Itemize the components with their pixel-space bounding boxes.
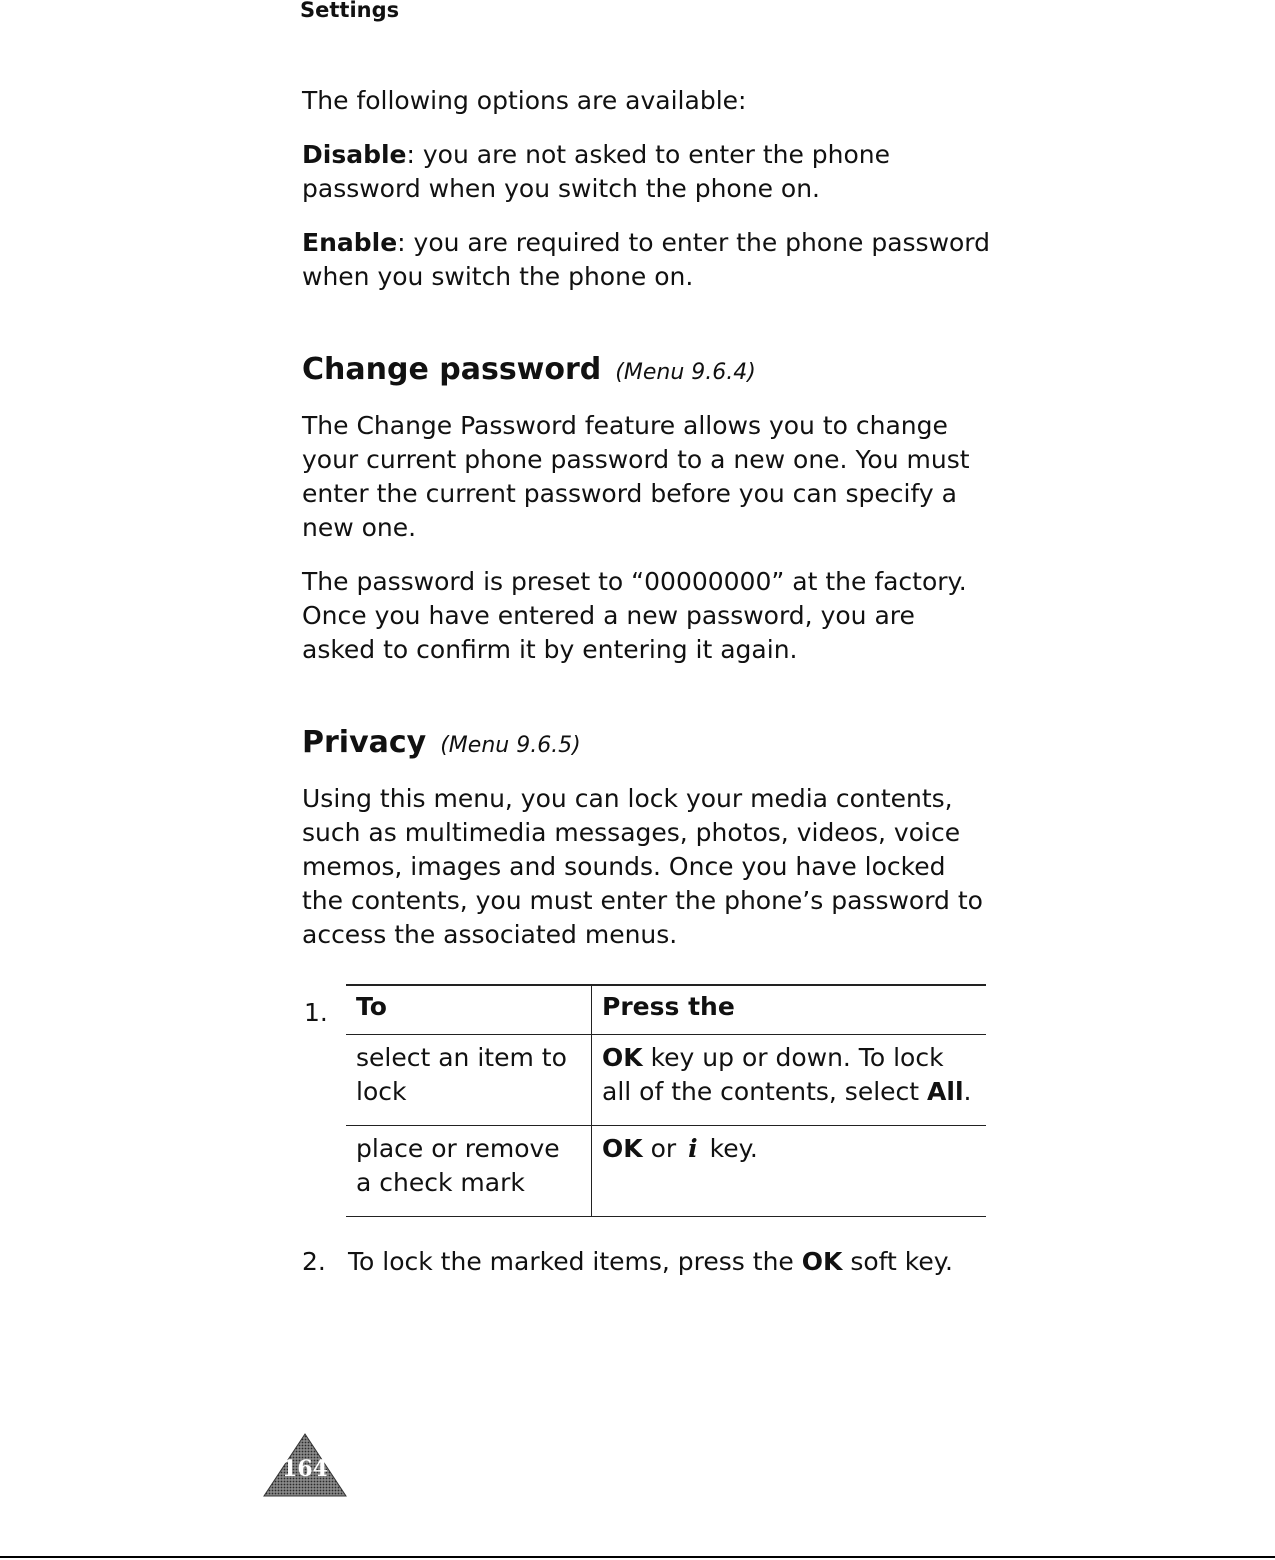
- cell-text: key.: [709, 1134, 758, 1163]
- bottom-rule: [0, 1556, 1275, 1558]
- cell-text: key up or down. To lock all of the contents, select: [602, 1043, 944, 1106]
- step-text-part: To lock the marked items, press the: [348, 1247, 802, 1276]
- option-enable: [302, 226, 992, 294]
- cell-text: or: [642, 1134, 677, 1163]
- table-row: [346, 1126, 986, 1217]
- change-password-heading: [302, 350, 992, 393]
- key-name: OK: [801, 1247, 843, 1276]
- running-header: Settings: [300, 0, 400, 22]
- key-name: OK: [602, 1043, 643, 1072]
- page-content: [302, 84, 992, 1279]
- key-name: All: [927, 1077, 964, 1106]
- privacy-heading: [302, 723, 992, 766]
- change-password-para-1: The Change Password feature allows you to change your current phone password to a new one. You must enter the current password before you can specify a new one.: [302, 411, 970, 542]
- intro-text: The following options are available:: [302, 86, 747, 115]
- info-key-icon: i: [688, 1134, 698, 1163]
- step-text-part: soft key.: [842, 1247, 953, 1276]
- option-desc: : you are not asked to enter the phone password when you switch the phone on.: [302, 140, 891, 203]
- menu-reference: (Menu 9.6.4): [615, 360, 756, 385]
- option-term: Enable: [302, 228, 398, 257]
- privacy-para: Using this menu, you can lock your media contents, such as multimedia messages, photos, videos, voice memos, images and sounds. Once you have locked the contents, you must enter the phone’s password to access the associated menus.: [302, 784, 983, 949]
- step-2: [302, 1245, 992, 1279]
- section-title: Change password: [302, 352, 602, 387]
- step-text: [348, 1245, 953, 1279]
- menu-reference: (Menu 9.6.5): [440, 733, 581, 758]
- option-desc: : you are required to enter the phone password when you switch the phone on.: [302, 228, 991, 291]
- table-cell-to: place or remove a check mark: [346, 1126, 592, 1217]
- table-cell-to: select an item to lock: [346, 1035, 592, 1126]
- key-name: OK: [602, 1134, 643, 1163]
- table-cell-press: [592, 1035, 987, 1126]
- cell-text: .: [963, 1077, 972, 1106]
- step-1: [302, 984, 992, 1217]
- section-title: Privacy: [302, 725, 427, 760]
- change-password-para-2: The password is preset to “00000000” at the factory. Once you have entered a new password, you are asked to confirm it by entering it again.: [302, 567, 967, 664]
- table-row: [346, 1035, 986, 1126]
- column-header-to: To: [346, 985, 592, 1035]
- step-number: 1.: [304, 998, 328, 1027]
- page-number: 164: [282, 1456, 328, 1482]
- step-number: 2.: [302, 1247, 326, 1276]
- column-header-press: Press the: [592, 985, 987, 1035]
- page-number-badge: [262, 1432, 348, 1498]
- key-table: [346, 984, 986, 1217]
- option-term: Disable: [302, 140, 407, 169]
- table-cell-press: [592, 1126, 987, 1217]
- option-disable: [302, 138, 992, 206]
- table-header-row: [346, 985, 986, 1035]
